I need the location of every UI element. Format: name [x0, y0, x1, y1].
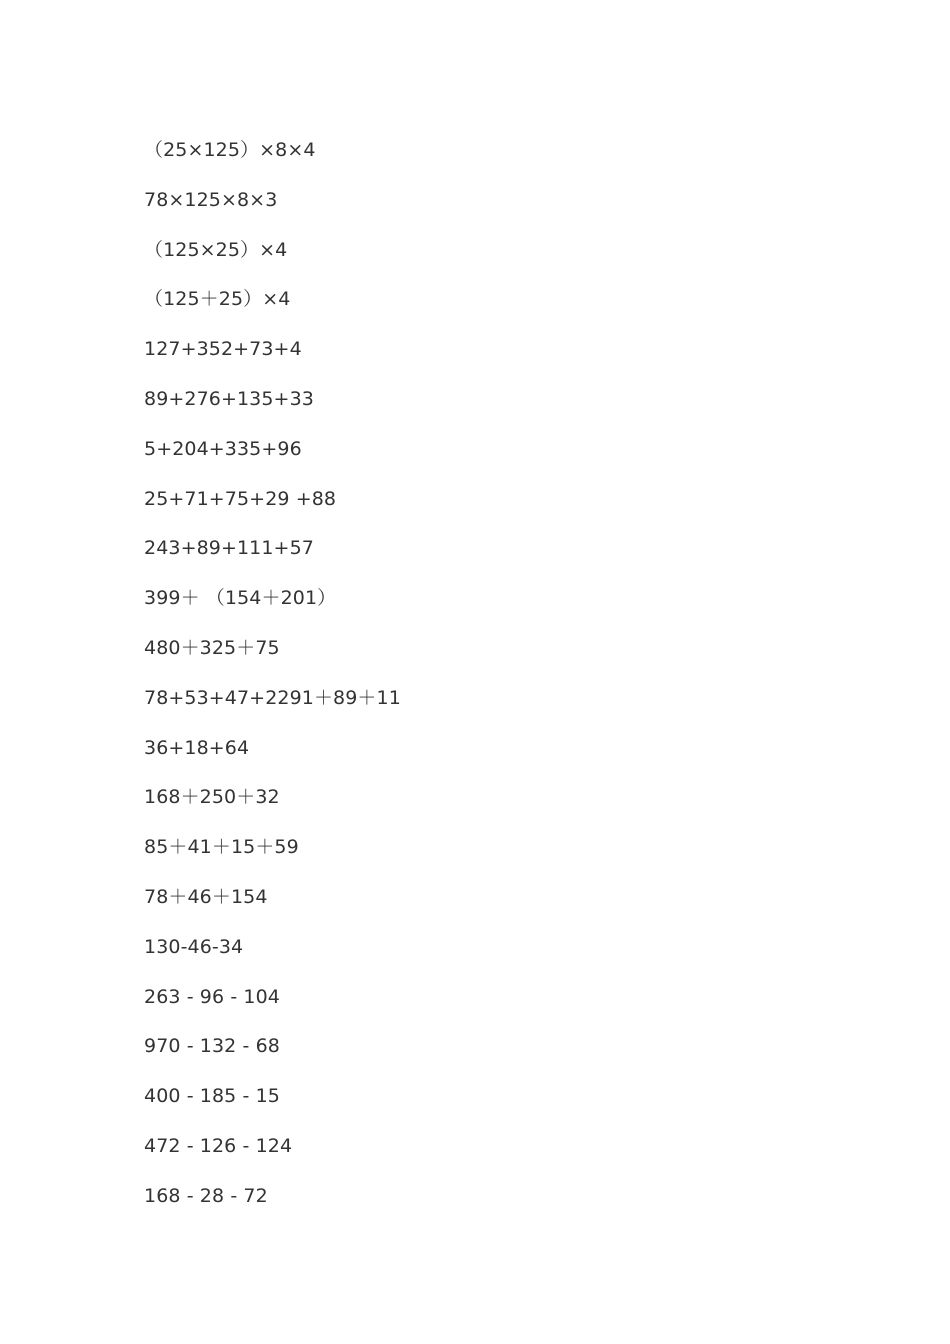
problem-item: 480＋325＋75 — [144, 636, 280, 659]
problem-item: 78+53+47+2291＋89＋11 — [144, 686, 401, 709]
problem-item: 130-46-34 — [144, 935, 244, 958]
problem-item: 168＋250＋32 — [144, 786, 280, 809]
problem-list — [144, 136, 401, 1232]
problem-item: 127+352+73+4 — [144, 338, 302, 361]
problem-item: 263 - 96 - 104 — [144, 985, 280, 1008]
problem-item: 243+89+111+57 — [144, 537, 314, 560]
problem-item: 78＋46＋154 — [144, 885, 268, 908]
problem-item: 400 - 185 - 15 — [144, 1085, 280, 1108]
problem-item: 472 - 126 - 124 — [144, 1134, 293, 1157]
problem-item: 78×125×8×3 — [144, 188, 278, 211]
problem-item: 970 - 132 - 68 — [144, 1035, 280, 1058]
problem-item: 168 - 28 - 72 — [144, 1184, 268, 1207]
problem-item: 85＋41＋15＋59 — [144, 836, 299, 859]
problem-item: 5+204+335+96 — [144, 437, 302, 460]
problem-item: 89+276+135+33 — [144, 387, 314, 410]
problem-item: （25×125）×8×4 — [144, 139, 316, 161]
problem-item: 36+18+64 — [144, 736, 250, 759]
problem-item: （125×25）×4 — [144, 238, 288, 261]
problem-item: （125＋25）×4 — [144, 288, 291, 311]
problem-item: 399＋ （154＋201） — [144, 587, 337, 610]
problem-item: 25+71+75+29 +88 — [144, 487, 337, 510]
